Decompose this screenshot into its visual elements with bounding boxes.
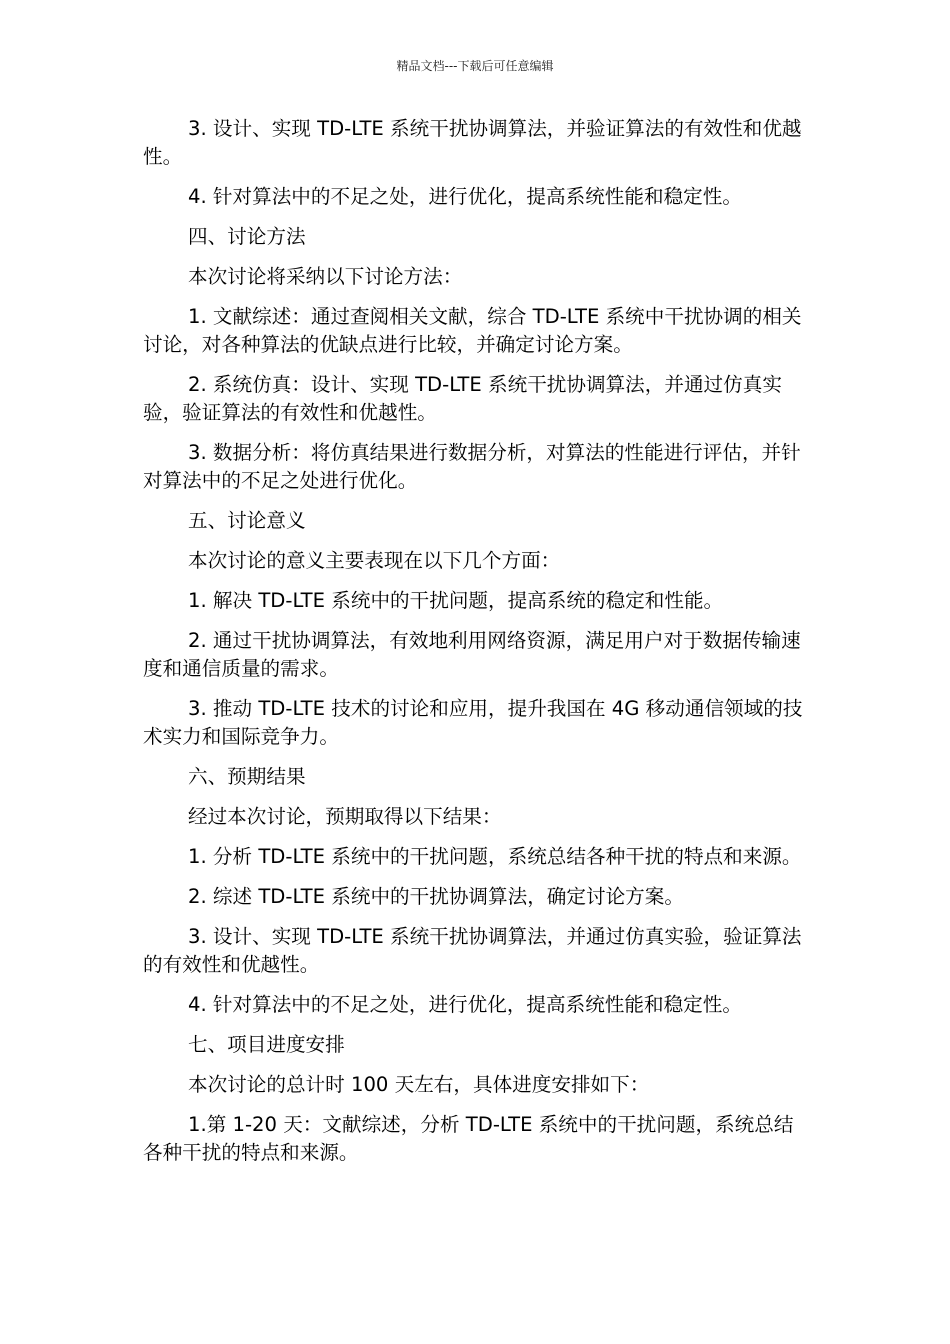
paragraph: 3. 设计、实现 TD-LTE 系统干扰协调算法，并通过仿真实验，验证算法的有效性和优越性。 <box>143 925 802 976</box>
document-body <box>143 115 805 1179</box>
paragraph: 1. 分析 TD-LTE 系统中的干扰问题，系统总结各种干扰的特点和来源。 <box>188 845 802 868</box>
paragraph: 2. 系统仿真：设计、实现 TD-LTE 系统干扰协调算法，并通过仿真实验，验证算法的有效性和优越性。 <box>143 373 782 424</box>
paragraph: 4. 针对算法中的不足之处，进行优化，提高系统性能和稳定性。 <box>188 993 742 1016</box>
paragraph: 3. 设计、实现 TD-LTE 系统干扰协调算法，并验证算法的有效性和优越性。 <box>143 117 802 168</box>
paragraph: 1.第 1-20 天：文献综述，分析 TD-LTE 系统中的干扰问题，系统总结各种干扰的特点和来源。 <box>143 1113 794 1164</box>
page-header: 精品文档---下载后可任意编辑 <box>396 59 554 73</box>
paragraph: 2. 通过干扰协调算法，有效地利用网络资源，满足用户对于数据传输速度和通信质量的需求。 <box>143 629 801 680</box>
paragraph: 1. 解决 TD-LTE 系统中的干扰问题，提高系统的稳定和性能。 <box>188 589 724 612</box>
section-heading: 五、讨论意义 <box>188 509 306 532</box>
paragraph: 1. 文献综述：通过查阅相关文献，综合 TD-LTE 系统中干扰协调的相关讨论，对各种算法的优缺点进行比较，并确定讨论方案。 <box>143 305 802 356</box>
paragraph: 本次讨论将采纳以下讨论方法： <box>188 265 463 288</box>
paragraph: 2. 综述 TD-LTE 系统中的干扰协调算法，确定讨论方案。 <box>188 885 684 908</box>
paragraph: 3. 数据分析：将仿真结果进行数据分析，对算法的性能进行评估，并针对算法中的不足之处进行优化。 <box>143 441 801 492</box>
section-heading: 四、讨论方法 <box>188 225 306 248</box>
section-heading: 六、预期结果 <box>188 765 306 788</box>
section-heading: 七、项目进度安排 <box>188 1033 345 1056</box>
paragraph: 本次讨论的意义主要表现在以下几个方面： <box>188 549 561 572</box>
paragraph: 经过本次讨论，预期取得以下结果： <box>188 805 502 828</box>
paragraph: 3. 推动 TD-LTE 技术的讨论和应用，提升我国在 4G 移动通信领域的技术实力和国际竞争力。 <box>143 697 803 748</box>
paragraph: 4. 针对算法中的不足之处，进行优化，提高系统性能和稳定性。 <box>188 185 742 208</box>
paragraph: 本次讨论的总计时 100 天左右，具体进度安排如下： <box>188 1073 650 1096</box>
